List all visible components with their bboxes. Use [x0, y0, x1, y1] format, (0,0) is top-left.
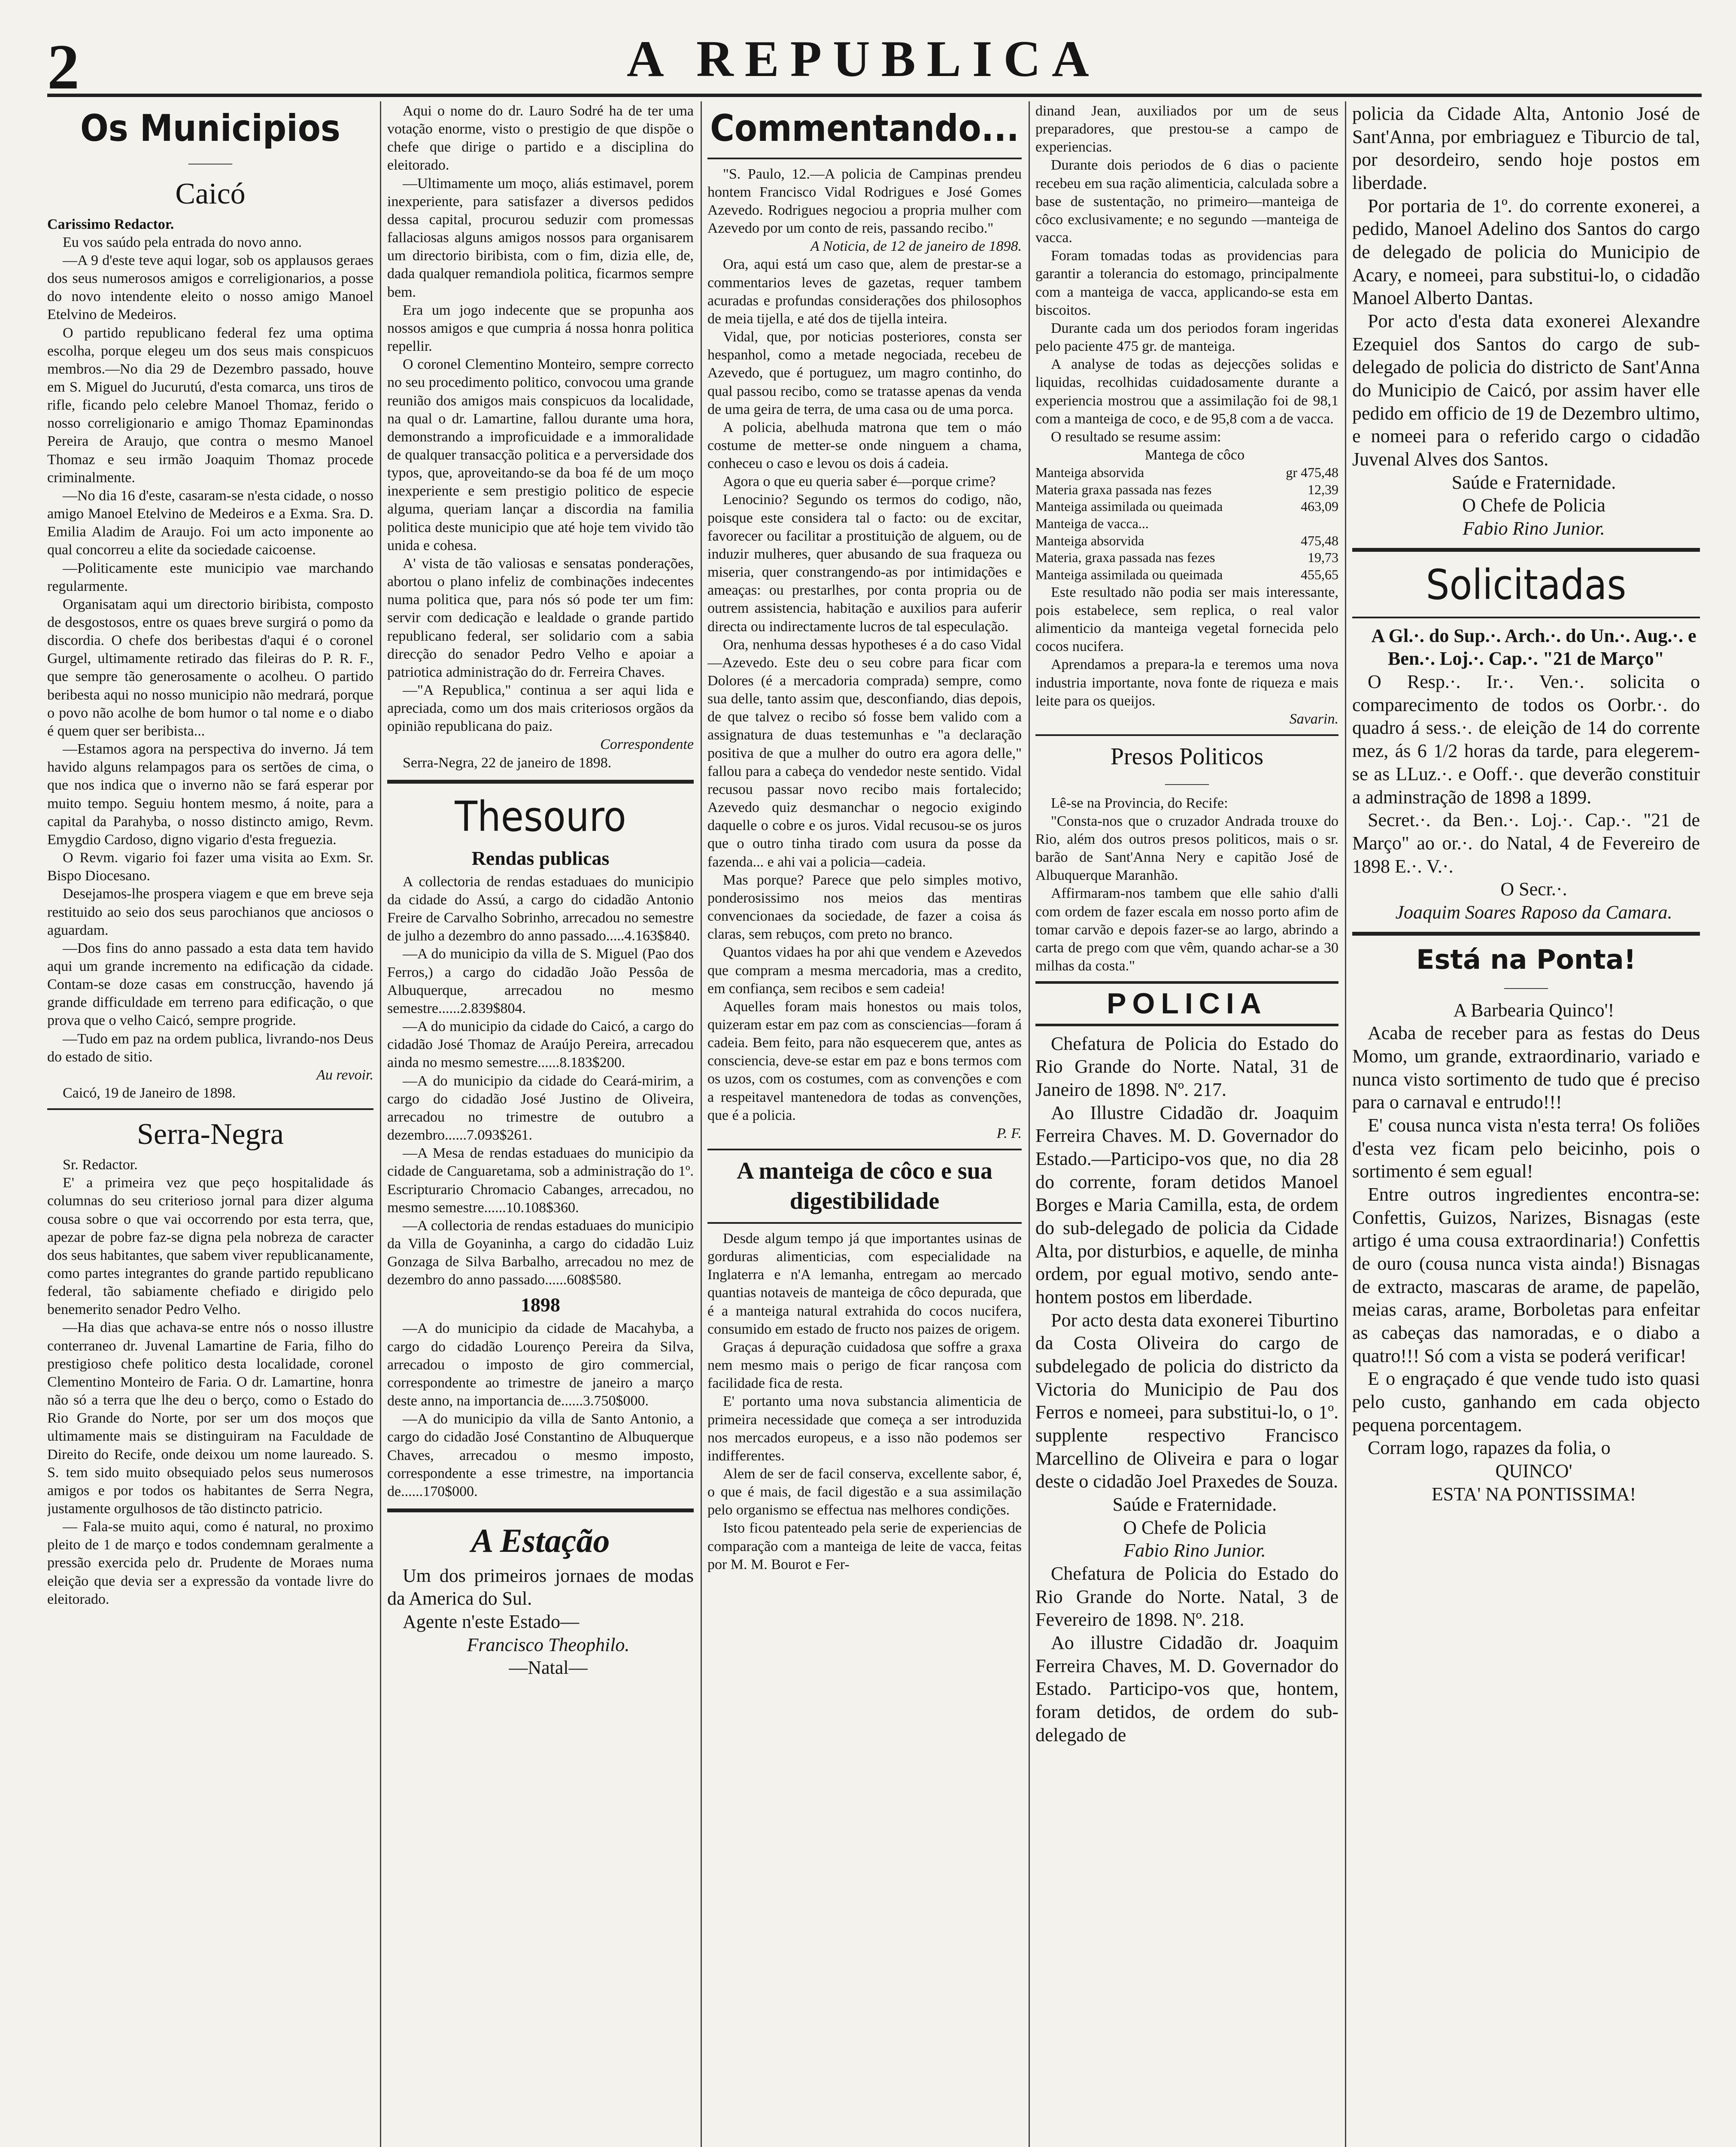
paragraph: O partido republicano federal fez uma optima escolha, porque elegeu um dos seus mais conspicuos membros.—No dia 29 de Dezembro passado, houve em S. Miguel do Jucurutú, d'esta comarca, uns tiros de rifle, ficando pelo celebre Manoel Thomaz, ferido o nosso correligionario e amigo Thomaz Epaminondas Pereira de Araujo, que contra o mesmo Manoel Thomaz e seu irmão Joaquim Thomaz procede criminalmente. — [47, 325, 373, 486]
divider: ——— — [188, 155, 232, 171]
section-title-policia: POLICIA — [1035, 981, 1338, 1026]
divider — [707, 1222, 1022, 1224]
subheading-rendas: Rendas publicas — [471, 847, 610, 869]
paragraph: —A do municipio da cidade do Caicó, a cargo do cidadão José Thomaz de Araújo Pereira, arrecadou ainda no mesmo semestre......8.183$200. — [387, 1019, 694, 1071]
paragraph: Quantos vidaes ha por ahi que vendem e Azevedos que compram a mesma mercadoria, mas a credito, em confiança, sem recibos e sem cadeia! — [707, 944, 1022, 997]
paragraph: Chefatura de Policia do Estado do Rio Grande do Norte. Natal, 31 de Janeiro de 1898. Nº. 217. — [1035, 1033, 1338, 1100]
paragraph: Alem de ser de facil conserva, excellente sabor, é, o que é mais, de facil digestão e a sua assimilação pelo organismo se effectua nas melhores condições. — [707, 1466, 1022, 1518]
row-value: 475,48 — [1301, 532, 1338, 548]
dateline: Caicó, 19 de Janeiro de 1898. — [63, 1085, 236, 1101]
paragraph: —A do municipio da villa de Santo Antonio, a cargo do cidadão José Constantino de Albuquerque Chaves, arrecadou o mesmo imposto, correspondente a esse trimestre, na importancia de......170$000. — [387, 1411, 694, 1499]
agent-name: Francisco Theophilo. — [467, 1634, 630, 1655]
paragraph: Durante cada um dos periodos foram ingeridas pelo paciente 475 gr. de manteiga. — [1035, 320, 1338, 355]
divider — [47, 1108, 373, 1110]
section-title-presos: Presos Politicos — [1110, 743, 1264, 770]
subheading-serra-negra: Serra-Negra — [137, 1118, 284, 1151]
column-rule — [1029, 101, 1030, 2147]
row-label: Materia graxa passada nas fezes — [1035, 481, 1212, 497]
signoff: Au revoir. — [316, 1067, 373, 1083]
section-title-solicitadas: Solicitadas — [1426, 560, 1627, 609]
paragraph: Ora, nenhuma dessas hypotheses é a do caso Vidal—Azevedo. Este deu o seu cobre para ficar com Dolores (é a mercadoria comprada) sempre, como sua delle, tanto assim que, desconfiando, dias depois, de que talvez o recibo só fosse bem valido com a assignatura de duas testemunhas e "a declaração positiva de que a mulher do outro era agora delle," fallou para a cabeça do vendedor neste sentido. Vidal recusou passar novo recibo mais fortalecido; Azevedo quiz desmanchar o negocio exigindo daquelle o cobre e os juros. Vidal recusou-se os juros que o outro tinha tirado com usura da posse da fazenda... e ahi vai a policia—cadeia. — [707, 636, 1022, 870]
paragraph: Lenocinio? Segundo os termos do codigo, não, poisque este considera tal o facto: ou de excitar, favorecer ou facilitar a prostituição de alguem, ou de induzir mulheres, quer abusando de sua fraqueza ou miseria, quer constrangendo-as por intimidações e ameaças: ou prestarlhes, por conta propria ou de outrem assistencia, habitação e auxilios para auferir directa ou indirectamente lucros de tal especulação. — [707, 492, 1022, 635]
divider — [1352, 932, 1700, 936]
paragraph: O coronel Clementino Monteiro, sempre correcto no seu procedimento politico, convocou uma grande reunião dos amigos mais conspicuos da localidade, na qual o dr. Lamartine, fallou durante uma hora, demonstrando a improficuidade e a immoralidade de qualquer transacção politica e a perversidade dos typos, que, aproveitando-se da boa fé de um moço inexperiente e sem prestigio politico de especie alguma, queriam lançar a discordia na familia politica deste municipio que até hoje tem vivido tão unida e cohesa. — [387, 356, 694, 553]
divider — [1035, 734, 1338, 736]
salutation: Sr. Redactor. — [63, 1157, 138, 1173]
paragraph: A collectoria de rendas estaduaes do municipio da cidade do Assú, a cargo do cidadão Antonio Freire de Carvalho Sobrinho, arrecadou no semestre de julho a dezembro do anno passado.....4.163$840. — [387, 873, 694, 944]
paragraph: —A do municipio da villa de S. Miguel (Pao dos Ferros,) a cargo do cidadão João Pessôa de Albuquerque, arrecadou no mesmo semestre......2.839$804. — [387, 946, 694, 1016]
paragraph: Lê-se na Provincia, do Recife: — [1051, 795, 1228, 811]
chief-title: O Chefe de Policia — [1462, 495, 1605, 516]
paragraph: Aquelles foram mais honestos ou mais tolos, quizeram estar em paz com as consciencias—foram á cadeia. Bem feito, para não esquecerem que, antes as consciencia, deve-se estar em paz e bons termos com os uzos, com os costumes, com as convenções e com a respeitavel mantenedora de todas as convenções, que é a policia. — [707, 998, 1022, 1123]
column-rule — [701, 101, 702, 2147]
column-3 — [707, 102, 1022, 2147]
quote-source: A Noticia, de 12 de janeiro de 1898. — [810, 238, 1022, 255]
paragraph: —No dia 16 d'este, casaram-se n'esta cidade, o nosso amigo Manoel Etelvino de Medeiros e a Exma. Sra. D. Emilia Aladim de Araujo. Foi um acto imponente ao qual concorreu a elite da sociedade caicoense. — [47, 487, 373, 558]
divider — [707, 158, 1022, 159]
place: —Natal— — [509, 1657, 588, 1679]
results-table — [1035, 464, 1338, 584]
agent-line: Agente n'este Estado— — [403, 1611, 580, 1633]
paragraph: Isto ficou patenteado pela serie de experiencias de comparação com a manteiga de leite de vacca, feitas por M. M. Bourot e Fer- — [707, 1520, 1022, 1572]
divider — [707, 1149, 1022, 1150]
paragraph: Por acto d'esta data exonerei Alexandre Ezequiel dos Santos do cargo de sub-delegado de policia do districto de Sant'Anna do Municipio de Caicó, por assim haver elle pedido em officio de 19 de Dezembro ultimo, e nomeei para o referido cargo o cidadão Juvenal Alves dos Santos. — [1352, 310, 1700, 470]
paragraph: Acaba de receber para as festas do Deus Momo, um grande, extraordinario, variado e nunca visto sortimento de tudo que é preciso para o carnaval e entrudo!!! — [1352, 1022, 1700, 1113]
paragraph: E' a primeira vez que peço hospitalidade ás columnas do seu criterioso jornal para dizer alguma cousa sobre o que vai occorrendo por esta terra, que, apezar de pobre faz-se digna pela nobreza de caracter dos seus habitantes, que sabem viver republicanamente, como partes integrantes do grande partido republicano federal, tão sabiamente chefiado e dirigido pelo benemerito senador Pedro Velho. — [47, 1175, 373, 1318]
paragraph: Ao illustre Cidadão dr. Joaquim Ferreira Chaves, M. D. Governador do Estado. Participo-vos que, hontem, foram detidos, de ordem do sub-delegado de — [1035, 1632, 1338, 1746]
paragraph: Organisatam aqui um directorio biribista, composto de desgostosos, entre os quaes breve surgirá o pomo da discordia. O chefe dos beribestas d'aqui é o coronel Gurgel, ultimamente retirado das fileiras do P. R. F., que sempre tão generosamente o acolheu. O partido beribesta aqui no nosso municipio não medrará, porque o povo não acolhe de bom humor o tal nome e o diabo é quem quer ser beribista... — [47, 596, 373, 739]
paragraph: —A do municipio da cidade de Macahyba, a cargo do cidadão Lourenço Pereira da Silva, arrecadou o imposto de giro commercial, correspondente ao trimestre de janeiro a março deste anno, na importancia de......3.750$000. — [387, 1320, 694, 1409]
dateline: Serra-Negra, 22 de janeiro de 1898. — [403, 754, 612, 771]
salutation: Carissimo Redactor. — [47, 216, 174, 232]
paragraph: Mas porque? Parece que pelo simples motivo, ponderosissimo nos meios das mentiras convencionaes da sociedade, de fazer a coisa ás claras, sem rebuços, com preto no branco. — [707, 872, 1022, 943]
row-value: 463,09 — [1301, 499, 1338, 514]
header-rule — [47, 94, 1702, 97]
paragraph: Aprendamos a prepara-la e teremos uma nova industria importante, nova fonte de riqueza e mais leite para os queijos. — [1035, 657, 1338, 709]
paragraph: Desde algum tempo já que importantes usinas de gorduras alimenticias, com especialidade na Inglaterra e n'A lemanha, entregam ao mercado quantias notaveis de manteiga de côco depurada, que é a manteiga natural extrahida do cocos nucifera, consumido em estado de fructo nos paizes de origem. — [707, 1230, 1022, 1337]
section-title-commentando: Commentando... — [710, 107, 1019, 150]
page-number: 2 — [47, 31, 79, 103]
subheading-caico: Caicó — [175, 177, 246, 210]
quote: "S. Paulo, 12.—A policia de Campinas prendeu hontem Francisco Vidal Rodrigues e José Gomes Azevedo. Rodrigues negociou a propria mulher com Azevedo por um conto de reis, passando recibo." — [707, 166, 1022, 237]
section-title-municipios: Os Municipios — [80, 107, 340, 150]
ponta-subtitle: A Barbearia Quinco'! — [1453, 999, 1615, 1021]
lodge-heading: A Gl.·. do Sup.·. Arch.·. do Un.·. Aug.·. e Ben.·. Loj.·. Cap.·. "21 de Março" — [1371, 625, 1697, 669]
paragraph: Eu vos saúdo pela entrada do novo anno. — [63, 234, 302, 250]
column-4 — [1035, 102, 1338, 2147]
table-row — [1035, 481, 1338, 499]
paragraph: O Resp.·. Ir.·. Ven.·. solicita o comparecimento de todos os Oorbr.·. do quadro á sess.·. de eleição de 14 do corrente mez, ás 6 1/2 horas da tarde, para elegerem-se as LLuz.·. e Ooff.·. que deverão constituir a adminstração de 1898 a 1899. — [1352, 671, 1700, 808]
paragraph: —A Mesa de rendas estaduaes do municipio da cidade de Canguaretama, sob a administração do 1º. Escripturario Chromacio Cabanges, arrecadou, no mesmo semestre......10.108$360. — [387, 1145, 694, 1216]
paragraph: O Revm. vigario foi fazer uma visita ao Exm. Sr. Bispo Diocesano. — [47, 850, 373, 884]
table-row — [1035, 464, 1338, 481]
row-value: 455,65 — [1301, 567, 1338, 583]
paragraph: Corram logo, rapazes da folia, o — [1368, 1437, 1611, 1459]
column-rule — [1345, 101, 1346, 2147]
section-title-ponta: Está na Ponta! — [1416, 943, 1636, 975]
paragraph: — Fala-se muito aqui, como é natural, no proximo pleito de 1 de março e todos condemnam geralmente a pressão exercida pelo dr. Prudente de Moraes numa eleição que devia ser a expressão da vontade livre do eleitorado. — [47, 1519, 373, 1607]
paragraph: —Politicamente este municipio vae marchando regularmente. — [47, 560, 373, 594]
closing-line: ESTA' NA PONTISSIMA! — [1431, 1483, 1636, 1505]
section-title-manteiga: A manteiga de côco e sua digestibilidade — [737, 1158, 992, 1214]
paragraph: E' portanto uma nova substancia alimenticia de primeira necessidade que começa a ser introduzida nos mercados europeus, e a isso não podemos ser indifferentes. — [707, 1393, 1022, 1464]
paragraph: A' vista de tão valiosas e sensatas ponderações, abortou o plano infeliz de combinações indecentes numa politica que, para nós só pode ter um fim: servir com dedicação e lealdade o grande partido republicano federal, ser solidario com a sabia direcção do senador Pedro Velho e apoiar a patriotica administração do dr. Ferreira Chaves. — [387, 555, 694, 680]
paragraph: Chefatura de Policia do Estado do Rio Grande do Norte. Natal, 3 de Fevereiro de 1898. Nº. 218. — [1035, 1563, 1338, 1630]
paragraph: —A collectoria de rendas estaduaes do municipio da Villa de Goyaninha, a cargo do cidadão Luiz Gonzaga de Silva Barbalho, arrecadou no mez de dezembro do anno passado......608$580. — [387, 1217, 694, 1288]
divider — [1352, 548, 1700, 552]
paragraph: policia da Cidade Alta, Antonio José de Sant'Anna, por embriaguez e Tiburcio de tal, por desordeiro, sendo hoje postos em liberdade. — [1352, 103, 1700, 194]
paragraph: —"A Republica," continua a ser aqui lida e apreciada, como um dos mais criteriosos orgãos da opinião republicana do paiz. — [387, 682, 694, 735]
paragraph: Um dos primeiros jornaes de modas da America do Sul. — [387, 1565, 694, 1609]
row-value: 12,39 — [1308, 481, 1338, 497]
secretary-title: O Secr.·. — [1500, 879, 1567, 900]
paragraph: E o engraçado é que vende tudo isto quasi pelo custo, ganhando em cada objecto pequena porcentagem. — [1352, 1368, 1700, 1435]
divider — [387, 1508, 694, 1512]
greeting: Saúde e Fraternidade. — [1451, 471, 1616, 493]
paragraph: O resultado se resume assim: — [1051, 429, 1221, 445]
column-1 — [47, 102, 373, 2147]
row-value: gr 475,48 — [1286, 465, 1338, 480]
paragraph: Agora o que eu queria saber é—porque crime? — [723, 474, 996, 490]
paragraph: —A 9 d'este teve aqui logar, sob os applausos geraes dos seus numerosos amigos e correligionarios, a posse do novo intendente eleito o nosso amigo Manoel Etelvino de Medeiros. — [47, 252, 373, 323]
paragraph: —Ultimamente um moço, aliás estimavel, porem inexperiente, para satisfazer a diversos pedidos dessa capital, procurou seduzir com promessas fallaciosas alguns amigos nossos para organisarem um directorio biribista, com o fim, dizia elle, de, dada qualquer remandiola politica, ficarmos sempre bem. — [387, 175, 694, 300]
divider: ——— — [1165, 775, 1209, 791]
row-value — [1272, 515, 1338, 532]
divider — [387, 780, 694, 784]
signoff: Correspondente — [600, 736, 694, 753]
paragraph: Desejamos-lhe prospera viagem e que em breve seja restituido ao seio dos seus parochianos que anciosos o aguardam. — [47, 886, 373, 938]
paragraph: —Tudo em paz na ordem publica, livrando-nos Deus do estado de sitio. — [47, 1031, 373, 1065]
secretary-name: Joaquim Soares Raposo da Camara. — [1395, 901, 1672, 923]
table-row — [1035, 498, 1338, 515]
chief-name: Fabio Rino Junior. — [1463, 518, 1605, 539]
paragraph: —Dos fins do anno passado a esta data tem havido aqui um grande incremento na edificação da cidade. Contam-se doze casas em construcção, havendo já grande difficuldade em terreno para edificação, o que prova que o velho Caicó, sempre progride. — [47, 940, 373, 1029]
divider — [1352, 617, 1700, 618]
paragraph: Foram tomadas todas as providencias para garantir a tolerancia do estomago, principalmente com a manteiga de vacca, applicando-se esta em biscoitos. — [1035, 248, 1338, 318]
row-value: 19,73 — [1308, 550, 1338, 566]
row-label: Manteiga assimilada ou queimada — [1035, 499, 1223, 514]
greeting: Saúde e Fraternidade. — [1112, 1493, 1277, 1515]
signature: Savarin. — [1289, 711, 1338, 727]
closing-name: QUINCO' — [1495, 1460, 1572, 1481]
paragraph: —A do municipio da cidade do Ceará-mirim, a cargo do cidadão José Justino de Oliveira, arrecadou no trimestre de outubro a dezembro......7.093$261. — [387, 1073, 694, 1143]
table-row — [1035, 532, 1338, 550]
table-title: Mantega de côco — [1144, 447, 1245, 463]
paragraph: Era um jogo indecente que se propunha aos nossos amigos e que cumpria á nossa honra politica repellir. — [387, 302, 694, 355]
masthead: A REPUBLICA — [627, 30, 1100, 87]
chief-title: O Chefe de Policia — [1123, 1517, 1266, 1538]
paragraph: E' cousa nunca vista n'esta terra! Os foliões d'esta vez ficam pelo beicinho, pois o sortimento é sem egual! — [1352, 1114, 1700, 1182]
divider: ——— — [1504, 979, 1548, 996]
year-heading: 1898 — [521, 1294, 560, 1316]
paragraph: Affirmaram-nos tambem que elle sahio d'alli com ordem de fazer escala em nosso porto afim de tomar carvão e depois fazer-se ao largo, abrindo a carta de prego com que vêm, quando achar-se a 30 milhas da costa." — [1035, 885, 1338, 974]
row-label: Manteiga de vacca... — [1035, 516, 1149, 532]
paragraph: —Ha dias que achava-se entre nós o nosso illustre conterraneo dr. Juvenal Lamartine de Faria, filho do prestigioso chefe politico desta localidade, coronel Clementino Monteiro de Faria. O dr. Lamartine, honra não só a terra que lhe deu o berço, como o Estado do Rio Grande do Norte, por ser um dos moços que ultimamente mais se distinguiram na Faculdade de Direito do Recife, onde deixou um nome laureado. S. S. tem sido muito obsequiado pelos seus numerosos amigos e por todos os habitantes de Serra Negra, justamente orgulhosos de tão distincto patricio. — [47, 1320, 373, 1517]
paragraph: —Estamos agora na perspectiva do inverno. Já tem havido alguns relampagos para os sertões de cima, o que nos indica que o inverno não se fará esperar por muito tempo. Seguiu hontem mesmo, á noite, para a capital da Parahyba, o nosso distincto amigo, Revm. Emygdio Cardoso, digno vigario d'esta freguezia. — [47, 741, 373, 848]
row-label: Manteiga absorvida — [1035, 465, 1144, 480]
column-2 — [387, 102, 694, 2147]
paragraph: Por portaria de 1º. do corrente exonerei, a pedido, Manoel Adelino dos Santos do cargo de delegado de policia do Municipio de Acary, e nomeei, para substitui-lo, o cidadão Manoel Alberto Dantas. — [1352, 195, 1700, 309]
row-label: Materia, graxa passada nas fezes — [1035, 550, 1215, 566]
column-rule — [380, 101, 381, 2147]
paragraph: "Consta-nos que o cruzador Andrada trouxe do Rio, além dos outros presos politicos, mais o sr. barão de Sant'Anna Nery e capitão José de Albuquerque Maranhão. — [1035, 813, 1338, 884]
paragraph: A policia, abelhuda matrona que tem o máo costume de metter-se onde ninguem a chama, conheceu o caso e levou os dois á cadeia. — [707, 419, 1022, 472]
row-label: Manteiga absorvida — [1035, 532, 1144, 548]
table-row — [1035, 549, 1338, 566]
signature: P. F. — [996, 1125, 1022, 1141]
row-label: Manteiga assimilada ou queimada — [1035, 567, 1223, 583]
paragraph: dinand Jean, auxiliados por um de seus preparadores, que prestou-se a campo de experiencias. — [1035, 103, 1338, 155]
paragraph: Aqui o nome do dr. Lauro Sodré ha de ter uma votação enorme, visto o prestigio de que dispõe o chefe que dirige o partido e a disciplina do eleitorado. — [387, 103, 694, 173]
paragraph: Vidal, que, por noticias posteriores, consta ser hespanhol, como a metade negociada, recebeu de Azevedo, que é portuguez, um magro continho, do qual passou recibo, como se tratasse apenas da venda de uma geira de terra, de uma casa ou de uma porca. — [707, 329, 1022, 417]
section-title-estacao: A Estação — [471, 1522, 610, 1560]
paragraph: Graças á depuração cuidadosa que soffre a graxa nem mesmo mais o perigo de ficar rançosa com facilidade fica de resta. — [707, 1339, 1022, 1392]
paragraph: Entre outros ingredientes encontra-se: Confettis, Guizos, Narizes, Bisnagas (este artigo é uma cousa extraordinaria!) Confettis de ouro (cousa nunca vista ainda!) Bisnagas de extracto, mascaras de arame, de papelão, meias caras, arame, Borboletas para enfeitar as cabeças das namoradas, e o diabo a quatro!!! Só com a vista se poderá verificar! — [1352, 1183, 1700, 1366]
table-row — [1035, 566, 1338, 584]
paragraph: Este resultado não podia ser mais interessante, pois estabelece, sem replica, o real valor alimenticio da manteiga vegetal fornecida pelo cocos nucifera. — [1035, 584, 1338, 655]
paragraph: Durante dois periodos de 6 dias o paciente recebeu em sua ração alimenticia, calculada sobre a base de sustentação, no primeiro—manteiga de côco exclusivamente; e no segundo —manteiga de vacca. — [1035, 157, 1338, 246]
table-row — [1035, 515, 1338, 532]
paragraph: Por acto desta data exonerei Tiburtino da Costa Oliveira do cargo de subdelegado de policia do districto da Victoria do Municipio de Pau dos Ferros e nomeei, para substitui-lo, o 1º. supplente respectivo Francisco Marcellino de Oliveira e para o logar deste o cidadão Joel Praxedes de Souza. — [1035, 1309, 1338, 1492]
paragraph: Ora, aqui está um caso que, alem de prestar-se a commentarios leves de gazetas, requer tambem acuradas e profundas considerações dos philosophos de meia tijella, e até dos de tijella inteira. — [707, 256, 1022, 327]
paragraph: A analyse de todas as dejecções solidas e liquidas, recolhidas cuidadosamente durante a experiencia mostrou que a assimilação foi de 98,1 com a manteiga de coco, e de 95,8 com a de vacca. — [1035, 356, 1338, 427]
section-title-thesouro: Thesouro — [455, 792, 626, 841]
chief-name: Fabio Rino Junior. — [1123, 1540, 1266, 1561]
column-5 — [1352, 102, 1700, 2147]
paragraph: Ao Illustre Cidadão dr. Joaquim Ferreira Chaves. M. D. Governador do Estado.—Participo-vos que, no dia 28 do corrente, foram detidos Manoel Borges e Maria Camilla, esta, de ordem do sub-delegado de policia da Cidade Alta, por disturbios, e aquelle, de minha ordem, por egual motivo, sendo ante-hontem postos em liberdade. — [1035, 1102, 1338, 1308]
paragraph: Secret.·. da Ben.·. Loj.·. Cap.·. "21 de Março" ao or.·. do Natal, 4 de Fevereiro de 1898 E.·. V.·. — [1352, 809, 1700, 877]
